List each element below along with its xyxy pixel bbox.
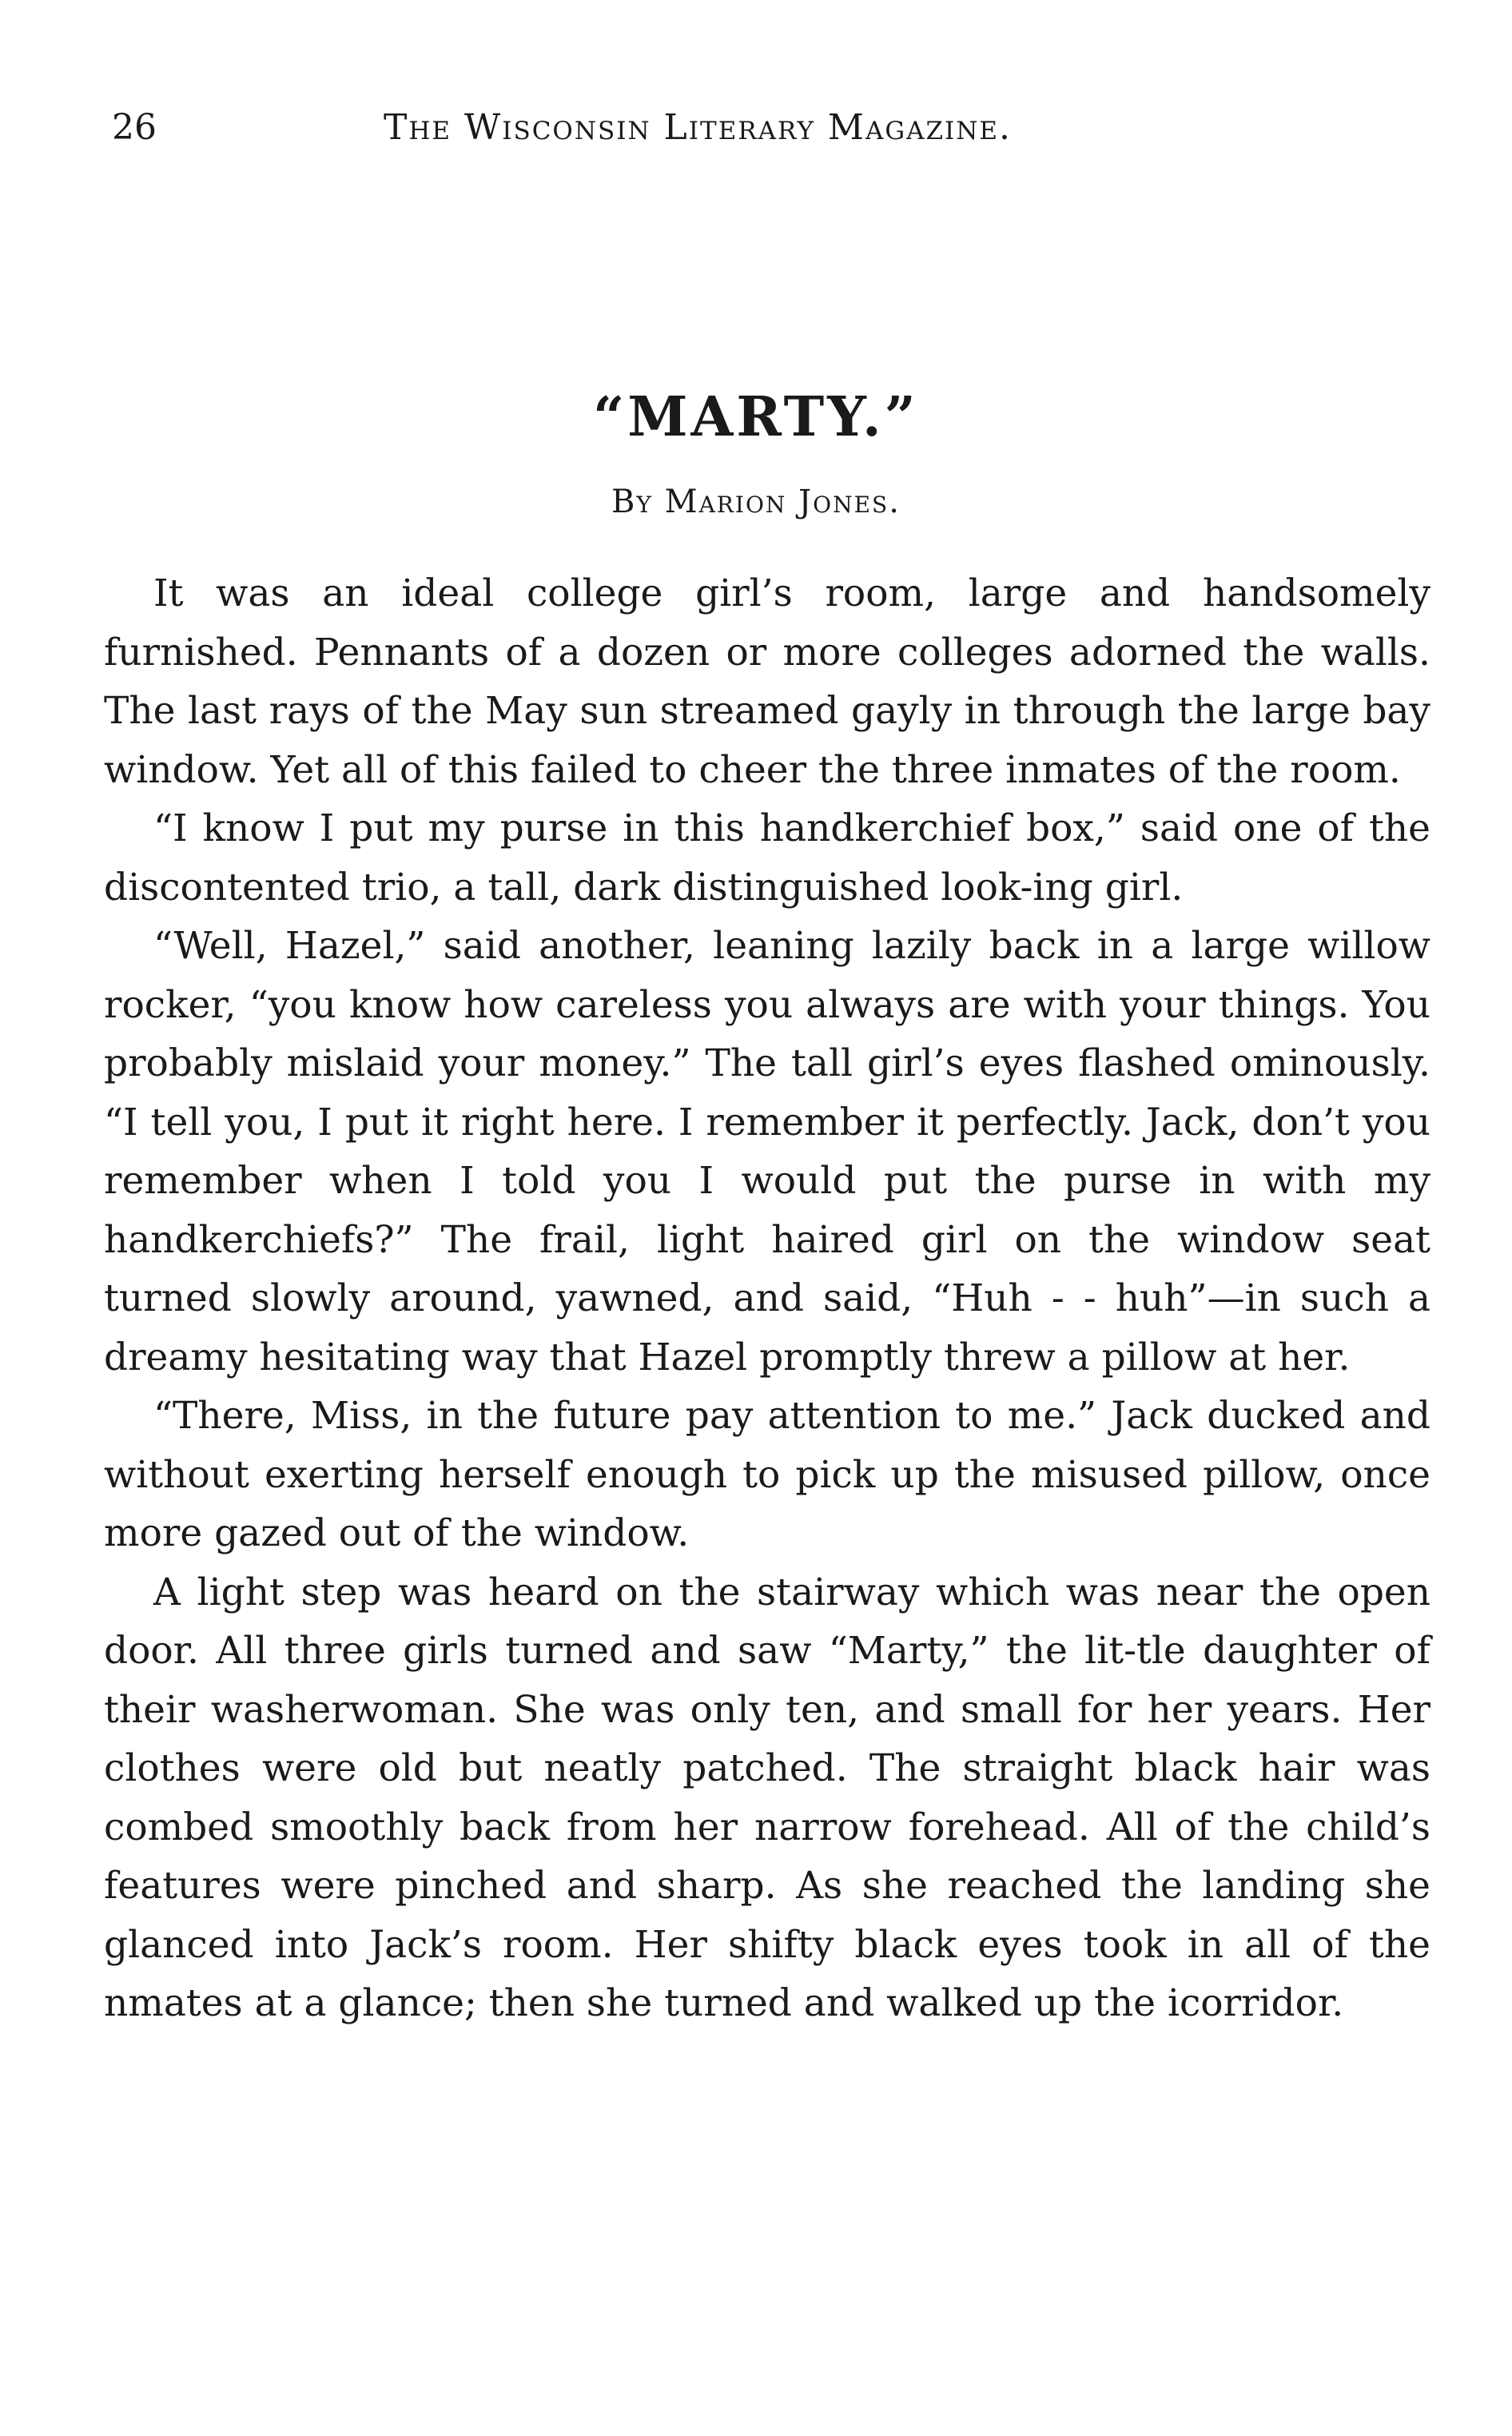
- running-head: [112, 104, 1215, 152]
- paragraph: “There, Miss, in the future pay attention to me.” Jack ducked and without exerting herself enough to pick up the misused pillow, once more gazed out of the window.: [104, 1394, 1430, 1555]
- paragraph: A light step was heard on the stairway which was near the open door. All three girls turned and saw “Marty,” the lit-tle daughter of their washerwoman. She was only ten, and small for her years. Her clothes were old but neatly patched. The straight black hair was combed smoothly back from her narrow forehead. All of the child’s features were pinched and sharp. As she reached the landing she glanced into Jack’s room. Her shifty black eyes took in all of the nmates at a glance; then she turned and walked up the icorridor.: [104, 1570, 1430, 2025]
- paragraph: “I know I put my purse in this handkerchief box,” said one of the discontented trio, a tall, dark distinguished look-ing girl.: [104, 806, 1430, 910]
- journal-title: The Wisconsin Literary Magazine.: [384, 107, 1013, 148]
- paragraph: It was an ideal college girl’s room, large and handsomely furnished. Pennants of a dozen or more colleges adorned the walls. The last rays of the May sun streamed gayly in through the large bay window. Yet all of this failed to cheer the three inmates of the room.: [104, 571, 1430, 792]
- article-body: [104, 564, 1430, 2033]
- paragraph: “Well, Hazel,” said another, leaning lazily back in a large willow rocker, “you know how careless you always are with your things. You probably mislaid your money.” The tall girl’s eyes flashed ominously. “I tell you, I put it right here. I remember it perfectly. Jack, don’t you remember when I told you I would put the purse in with my handkerchiefs?” The frail, light haired girl on the window seat turned slowly around, yawned, and said, “Huh - - huh”—in such a dreamy hesitating way that Hazel promptly threw a pillow at her.: [104, 924, 1430, 1379]
- page-number: 26: [112, 107, 157, 148]
- article-byline: By Marion Jones.: [611, 484, 901, 520]
- article-title: “MARTY.”: [593, 385, 919, 449]
